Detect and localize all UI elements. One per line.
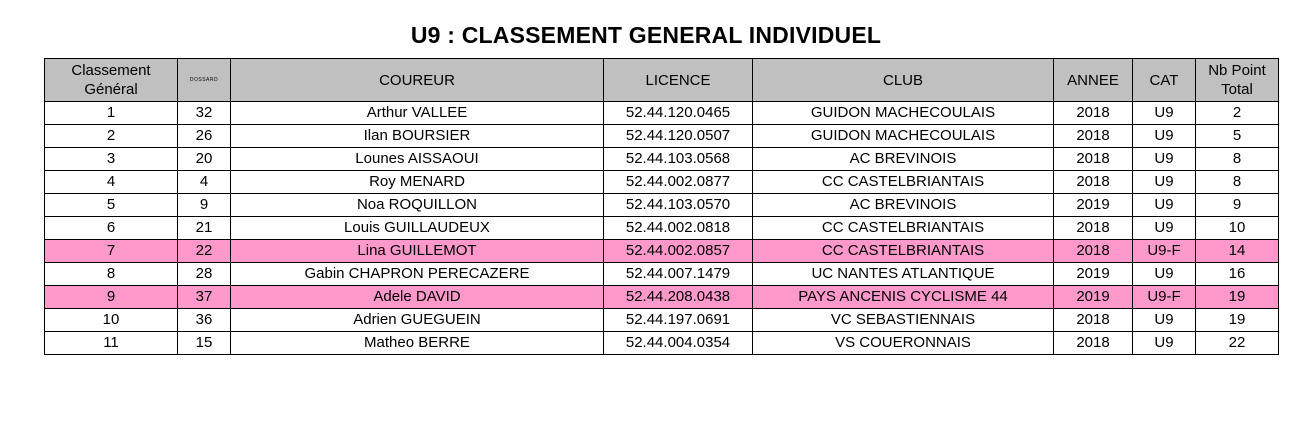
cell-cat: U9 — [1133, 332, 1196, 355]
cell-coureur: Gabin CHAPRON PERECAZERE — [231, 263, 604, 286]
cell-club: VC SEBASTIENNAIS — [753, 309, 1054, 332]
cell-dossard: 9 — [178, 194, 231, 217]
cell-rank: 6 — [45, 217, 178, 240]
cell-annee: 2018 — [1054, 148, 1133, 171]
column-header-annee: ANNEE — [1054, 59, 1133, 102]
cell-dossard: 26 — [178, 125, 231, 148]
cell-points: 19 — [1196, 286, 1279, 309]
cell-coureur: Adrien GUEGUEIN — [231, 309, 604, 332]
cell-cat: U9-F — [1133, 240, 1196, 263]
cell-cat: U9 — [1133, 171, 1196, 194]
cell-licence: 52.44.004.0354 — [604, 332, 753, 355]
column-header-points-line1: Nb Point — [1208, 62, 1266, 79]
column-header-licence: LICENCE — [604, 59, 753, 102]
cell-points: 10 — [1196, 217, 1279, 240]
cell-licence: 52.44.120.0465 — [604, 102, 753, 125]
cell-dossard: 20 — [178, 148, 231, 171]
cell-cat: U9 — [1133, 194, 1196, 217]
cell-dossard: 15 — [178, 332, 231, 355]
cell-cat: U9-F — [1133, 286, 1196, 309]
cell-club: UC NANTES ATLANTIQUE — [753, 263, 1054, 286]
table-row — [45, 263, 1279, 286]
cell-club: CC CASTELBRIANTAIS — [753, 171, 1054, 194]
column-header-cat: CAT — [1133, 59, 1196, 102]
cell-coureur: Lina GUILLEMOT — [231, 240, 604, 263]
cell-club: CC CASTELBRIANTAIS — [753, 217, 1054, 240]
cell-licence: 52.44.007.1479 — [604, 263, 753, 286]
cell-dossard: 37 — [178, 286, 231, 309]
column-header-points-line2: Total — [1221, 81, 1253, 98]
cell-annee: 2018 — [1054, 217, 1133, 240]
cell-rank: 8 — [45, 263, 178, 286]
cell-points: 8 — [1196, 171, 1279, 194]
cell-points: 16 — [1196, 263, 1279, 286]
cell-points: 2 — [1196, 102, 1279, 125]
cell-cat: U9 — [1133, 102, 1196, 125]
cell-points: 5 — [1196, 125, 1279, 148]
cell-annee: 2018 — [1054, 309, 1133, 332]
cell-club: GUIDON MACHECOULAIS — [753, 125, 1054, 148]
cell-coureur: Matheo BERRE — [231, 332, 604, 355]
cell-licence: 52.44.103.0568 — [604, 148, 753, 171]
cell-dossard: 32 — [178, 102, 231, 125]
ranking-table — [44, 58, 1279, 355]
cell-coureur: Roy MENARD — [231, 171, 604, 194]
cell-rank: 11 — [45, 332, 178, 355]
cell-annee: 2018 — [1054, 125, 1133, 148]
cell-annee: 2018 — [1054, 240, 1133, 263]
cell-points: 19 — [1196, 309, 1279, 332]
cell-club: AC BREVINOIS — [753, 148, 1054, 171]
cell-points: 14 — [1196, 240, 1279, 263]
column-header-club: CLUB — [753, 59, 1054, 102]
cell-licence: 52.44.120.0507 — [604, 125, 753, 148]
table-row — [45, 332, 1279, 355]
cell-licence: 52.44.002.0818 — [604, 217, 753, 240]
column-header-rank-line2: Général — [84, 81, 138, 98]
cell-club: AC BREVINOIS — [753, 194, 1054, 217]
cell-club: CC CASTELBRIANTAIS — [753, 240, 1054, 263]
cell-coureur: Noa ROQUILLON — [231, 194, 604, 217]
cell-coureur: Adele DAVID — [231, 286, 604, 309]
cell-points: 8 — [1196, 148, 1279, 171]
ranking-table-container — [44, 58, 1266, 355]
column-header-rank-line1: Classement — [71, 62, 151, 79]
cell-coureur: Ilan BOURSIER — [231, 125, 604, 148]
table-row — [45, 148, 1279, 171]
column-header-dossard: DOSSARD — [178, 59, 231, 102]
cell-rank: 10 — [45, 309, 178, 332]
cell-annee: 2019 — [1054, 286, 1133, 309]
cell-annee: 2019 — [1054, 194, 1133, 217]
cell-annee: 2018 — [1054, 332, 1133, 355]
table-row — [45, 125, 1279, 148]
column-header-coureur: COUREUR — [231, 59, 604, 102]
cell-cat: U9 — [1133, 125, 1196, 148]
cell-points: 22 — [1196, 332, 1279, 355]
cell-dossard: 21 — [178, 217, 231, 240]
column-header-rank — [45, 59, 178, 102]
cell-cat: U9 — [1133, 148, 1196, 171]
table-row — [45, 171, 1279, 194]
cell-club: GUIDON MACHECOULAIS — [753, 102, 1054, 125]
cell-annee: 2018 — [1054, 102, 1133, 125]
cell-rank: 4 — [45, 171, 178, 194]
cell-coureur: Louis GUILLAUDEUX — [231, 217, 604, 240]
table-body — [45, 102, 1279, 355]
cell-coureur: Arthur VALLEE — [231, 102, 604, 125]
cell-rank: 2 — [45, 125, 178, 148]
cell-dossard: 4 — [178, 171, 231, 194]
cell-annee: 2018 — [1054, 171, 1133, 194]
cell-points: 9 — [1196, 194, 1279, 217]
table-row — [45, 102, 1279, 125]
cell-rank: 3 — [45, 148, 178, 171]
table-row — [45, 309, 1279, 332]
cell-rank: 5 — [45, 194, 178, 217]
column-header-points — [1196, 59, 1279, 102]
cell-licence: 52.44.103.0570 — [604, 194, 753, 217]
table-row — [45, 286, 1279, 309]
cell-dossard: 22 — [178, 240, 231, 263]
cell-licence: 52.44.208.0438 — [604, 286, 753, 309]
table-row — [45, 240, 1279, 263]
cell-dossard: 28 — [178, 263, 231, 286]
cell-cat: U9 — [1133, 217, 1196, 240]
cell-rank: 9 — [45, 286, 178, 309]
cell-cat: U9 — [1133, 263, 1196, 286]
cell-licence: 52.44.197.0691 — [604, 309, 753, 332]
cell-club: PAYS ANCENIS CYCLISME 44 — [753, 286, 1054, 309]
cell-rank: 7 — [45, 240, 178, 263]
cell-coureur: Lounes AISSAOUI — [231, 148, 604, 171]
table-header — [45, 59, 1279, 102]
cell-cat: U9 — [1133, 309, 1196, 332]
page-title: U9 : CLASSEMENT GENERAL INDIVIDUEL — [410, 22, 882, 48]
cell-annee: 2019 — [1054, 263, 1133, 286]
cell-club: VS COUERONNAIS — [753, 332, 1054, 355]
table-row — [45, 194, 1279, 217]
cell-rank: 1 — [45, 102, 178, 125]
table-row — [45, 217, 1279, 240]
table-header-row — [45, 59, 1279, 102]
cell-licence: 52.44.002.0877 — [604, 171, 753, 194]
cell-dossard: 36 — [178, 309, 231, 332]
cell-licence: 52.44.002.0857 — [604, 240, 753, 263]
